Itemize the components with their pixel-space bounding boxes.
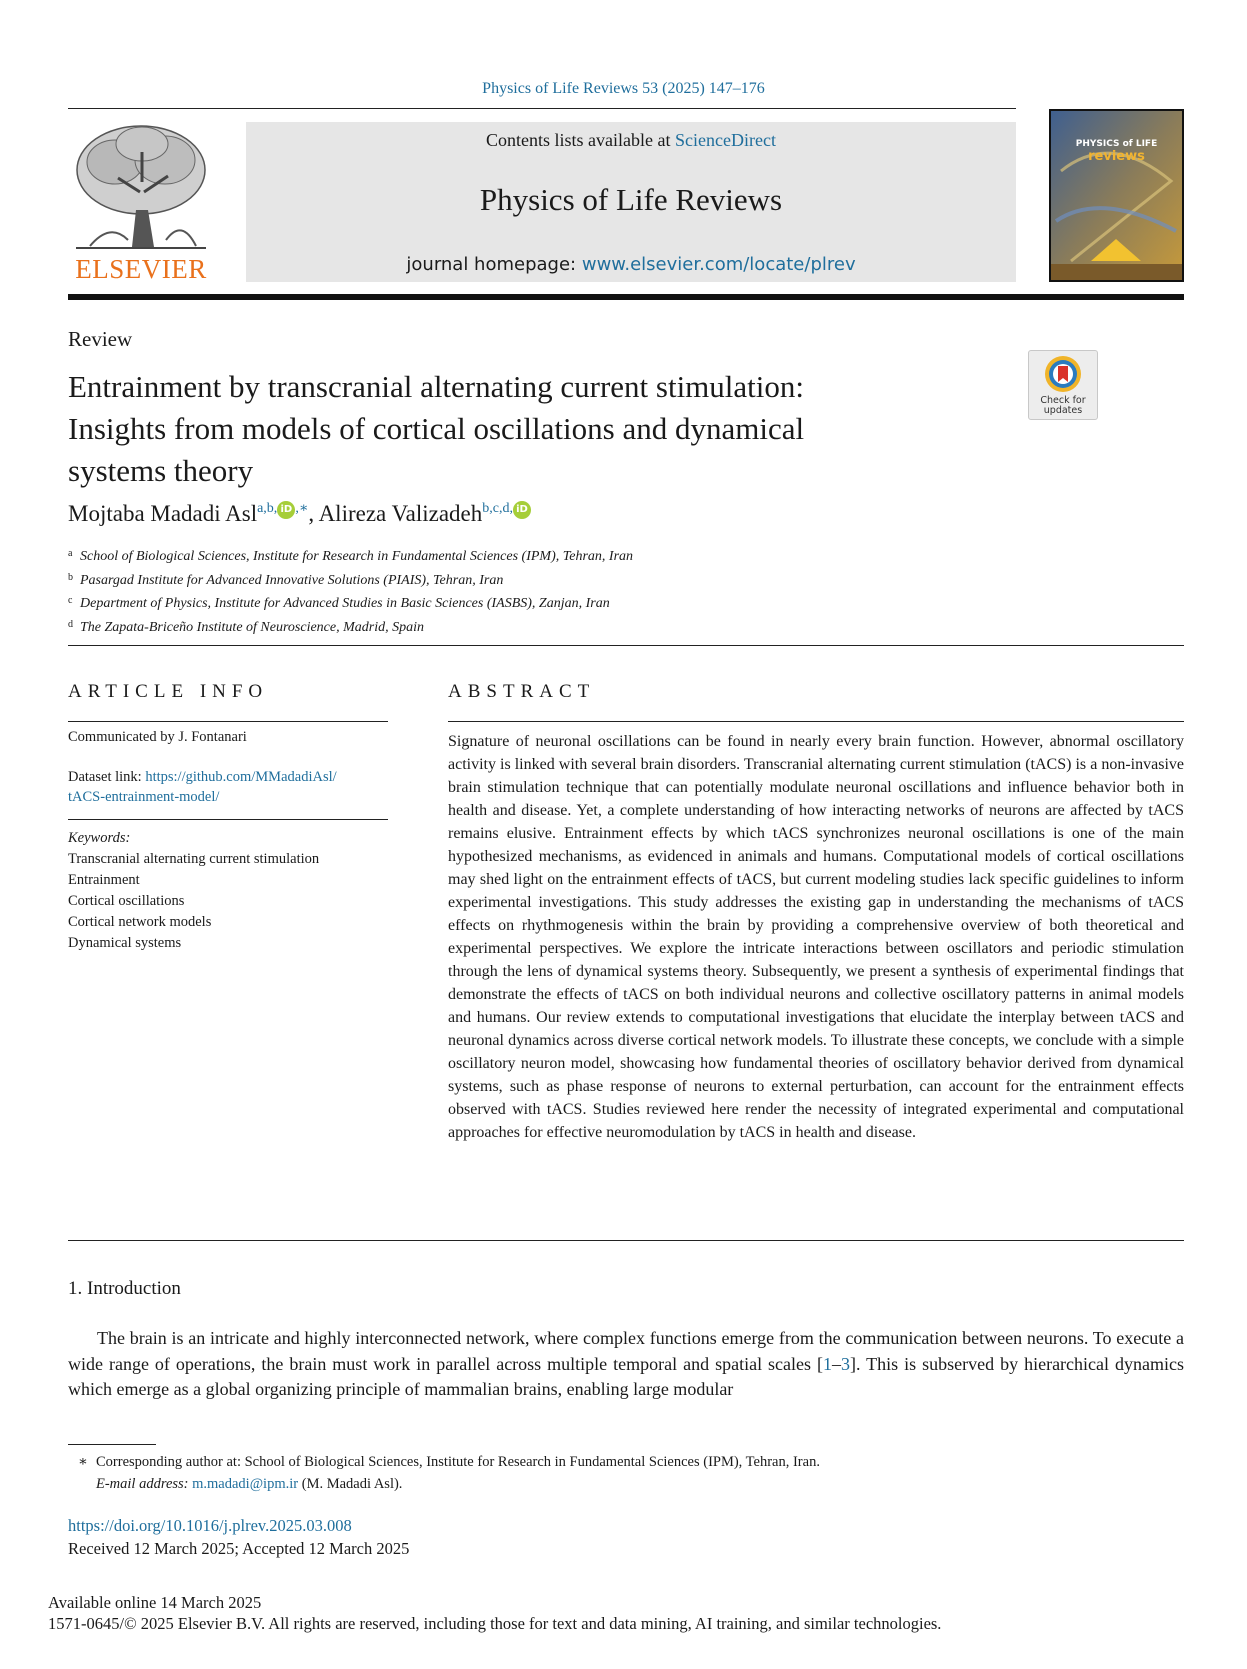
contents-prefix: Contents lists available at [486,130,675,150]
keyword-item: Transcranial alternating current stimulation [68,851,320,867]
title-line-2: Insights from models of cortical oscillations and dynamical [68,411,805,446]
communicated-by: Communicated by J. Fontanari [68,729,247,745]
affiliation-mark: b [68,571,73,583]
affiliation-text: Department of Physics, Institute for Advanced Studies in Basic Sciences (IASBS), Zanjan, Iran [80,596,610,611]
dataset-link-block [68,767,337,807]
received-accepted-dates: Received 12 March 2025; Accepted 12 March 2025 [68,1539,410,1558]
copyright-notice: 1571-0645/© 2025 Elsevier B.V. All rights are reserved, including those for text and data mining, AI training, and similar technologies. [48,1614,942,1633]
article-info-heading: ARTICLE INFO [68,681,269,702]
citation-dash: – [832,1353,842,1374]
introduction-heading: 1. Introduction [68,1278,181,1299]
corresponding-author-footnote [78,1451,820,1495]
contents-line [246,130,1016,151]
email-label: E-mail address: [96,1476,193,1492]
abstract-rule [448,721,1184,722]
footnote-line-2 [78,1473,820,1495]
dataset-link-line-1[interactable]: https://github.com/MMadadiAsl/ [145,769,337,785]
intro-text-before-citation: The brain is an intricate and highly interconnected network, where complex functions emerge from the communication between neurons. To execute a wide range of operations, the brain must work in parallel across multiple temporal and spatial scales [ [68,1328,1184,1374]
author-list [68,500,531,527]
affiliation-item [68,544,633,568]
keywords-rule [68,819,388,820]
cover-title-line-2: reviews [1088,149,1145,164]
section-rule [68,1240,1184,1241]
affiliation-text: Pasargad Institute for Advanced Innovative Solutions (PIAIS), Tehran, Iran [80,572,504,588]
dataset-link-line-2[interactable]: tACS-entrainment-model/ [68,789,220,805]
cover-artwork-icon [1051,111,1182,280]
footnote-mark: ∗ [78,1454,88,1470]
check-for-updates-line-2: updates [1043,405,1083,416]
section-rule [68,645,1184,646]
dataset-label: Dataset link: [68,769,146,785]
orcid-icon[interactable]: iD [513,501,531,519]
cover-title-line-1: PHYSICS of LIFE [1075,139,1158,149]
orcid-icon[interactable]: iD [277,501,295,519]
article-title [68,366,968,492]
available-online-date: Available online 14 March 2025 [48,1593,262,1612]
doi-link[interactable]: https://doi.org/10.1016/j.plrev.2025.03.008 [68,1516,352,1535]
journal-title: Physics of Life Reviews [479,182,783,217]
author-name-1[interactable]: Mojtaba Madadi Asl [68,501,258,526]
elsevier-tree-icon [70,122,212,250]
keyword-item: Cortical oscillations [68,893,185,909]
check-for-updates-line-1: Check for [1040,395,1086,406]
footnote-rule [68,1444,156,1445]
keyword-item: Dynamical systems [68,935,182,951]
author-name-2[interactable]: Alireza Valizadeh [318,501,483,526]
article-info-rule [68,721,388,722]
affiliation-item [68,591,633,615]
affiliation-mark: a [68,548,73,559]
keyword-item: Entrainment [68,872,140,888]
keywords-label: Keywords: [68,830,131,846]
update-check-icon [1043,354,1083,394]
email-link[interactable]: m.madadi@ipm.ir [192,1476,299,1492]
email-suffix: (M. Madadi Asl). [298,1476,403,1492]
author-1-affiliation-marks[interactable]: a,b, [257,501,278,516]
affiliation-list [68,544,633,638]
journal-cover-image[interactable] [1049,109,1184,282]
keywords-block [68,828,319,954]
abstract-text: Signature of neuronal oscillations can be found in nearly every brain function. However, abnormal oscillatory activity is linked with several brain disorders. Transcranial alternating current stimulation (tACS) is a non-invasive brain stimulation technique that can potentially modulate neuronal oscillations and influence behavior both in health and disease. Yet, a complete understanding of how interacting networks of neurons are affected by tACS remains elusive. Entrainment effects by which tACS synchronizes neuronal oscillations is one of the main hypothesized mechanisms, as evidenced in animals and humans. Computational models of cortical oscillations may shed light on the entrainment effects of tACS, but current modeling studies lack specific guidelines to inform experimental investigations. This study addresses the existing gap in understanding the mechanisms of tACS effects on rhythmogenesis within the brain by providing a comprehensive overview of both theoretical and experimental perspectives. We explore the intricate interactions between oscillators and periodic stimulation through the lens of dynamical systems theory. Subsequently, we present a synthesis of experimental findings that demonstrate the effects of tACS on both individual neurons and collective oscillatory patterns in animal models and humans. Our review extends to computational investigations that elucidate the interplay between tACS and neuronal dynamics across diverse cortical network models. To illustrate these concepts, we conclude with a simple oscillatory neuron model, showcasing how fundamental theories of oscillatory behavior derived from dynamical systems, such as phase response of neurons to external perturbation, can account for the entrainment effects observed with tACS. Studies reviewed here render the necessity of integrated experimental and computational approaches for effective neuromodulation by tACS in health and disease. [448,733,1184,1141]
affiliation-text: The Zapata-Briceño Institute of Neuroscience, Madrid, Spain [80,619,424,635]
keyword-item: Cortical network models [68,914,212,930]
sciencedirect-link[interactable]: ScienceDirect [675,130,776,150]
intro-text-after-citation: ]. This is subserved by hierarchical dynamics which emerge as a global organizing principle of mammalian brains, enabling large modular [68,1353,1184,1399]
journal-reference-link[interactable]: Physics of Life Reviews 53 (2025) 147–176 [482,80,765,97]
article-type: Review [68,327,133,351]
affiliation-item [68,568,633,592]
elsevier-wordmark: ELSEVIER [75,254,207,284]
affiliation-mark: d [68,618,73,630]
title-line-3: systems theory [68,453,254,488]
introduction-paragraph [68,1326,1184,1403]
citation-link[interactable]: 1 [823,1353,833,1374]
author-separator: , [308,501,319,526]
check-for-updates-button[interactable] [1028,350,1098,420]
citation-link[interactable]: 3 [841,1353,851,1374]
homepage-line [246,254,1016,275]
affiliation-text: School of Biological Sciences, Institute for Research in Fundamental Sciences (IPM), Tehran, Iran [80,549,634,564]
top-rule [68,108,1016,109]
footnote-text: Corresponding author at: School of Biological Sciences, Institute for Research in Fundamental Sciences (IPM), Tehran, Iran. [96,1454,820,1470]
homepage-link[interactable]: www.elsevier.com/locate/plrev [581,254,856,275]
homepage-prefix: journal homepage: [406,254,582,275]
affiliation-item [68,615,633,639]
journal-header-box [246,122,1016,282]
header-thick-rule [68,294,1184,300]
title-line-1: Entrainment by transcranial alternating current stimulation: [68,369,805,404]
affiliation-mark: c [68,595,73,606]
author-2-affiliation-marks[interactable]: b,c,d, [482,501,513,516]
corresponding-author-mark[interactable]: ,∗ [295,501,309,516]
abstract-heading: ABSTRACT [448,681,596,702]
footnote-line-1 [78,1451,820,1473]
